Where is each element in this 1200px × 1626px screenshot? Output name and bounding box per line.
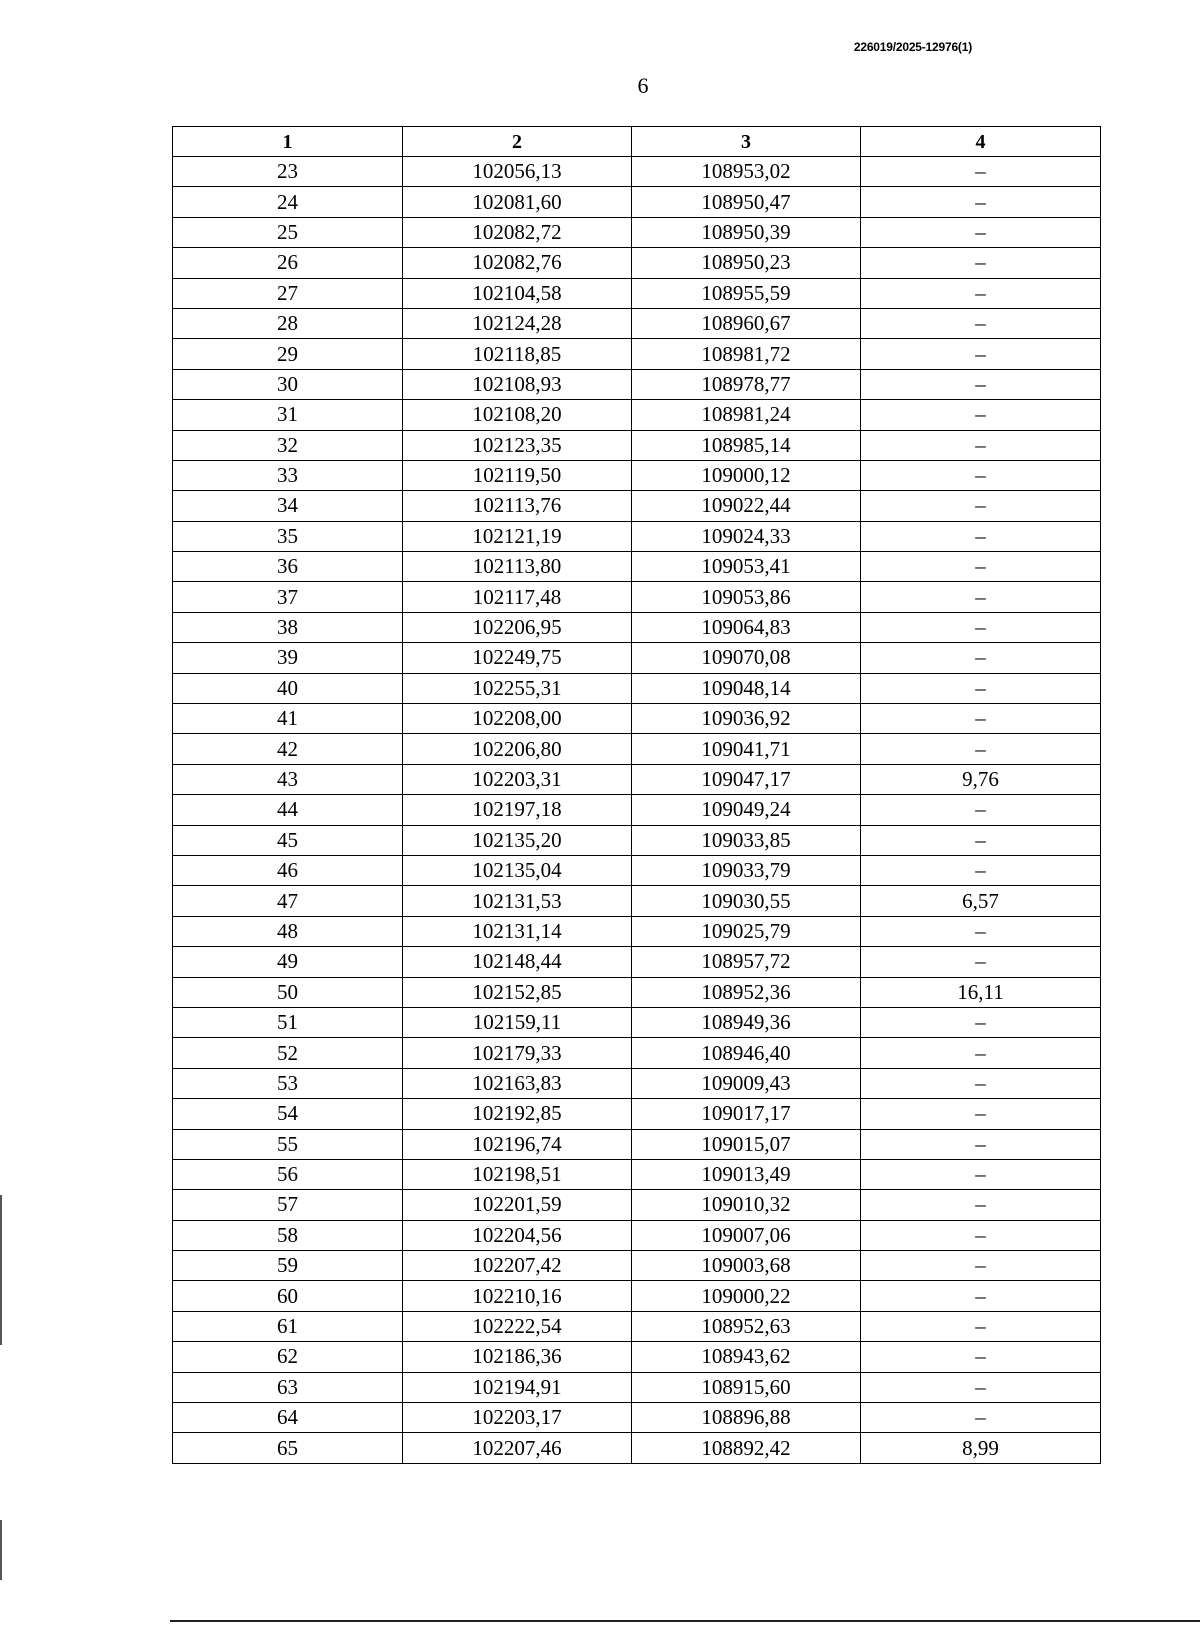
table-cell: 108978,77 xyxy=(632,369,861,399)
table-cell: 102163,83 xyxy=(403,1068,632,1098)
table-cell: 102222,54 xyxy=(403,1311,632,1341)
table-row xyxy=(173,1220,1101,1250)
table-row xyxy=(173,400,1101,430)
table-cell: 102131,53 xyxy=(403,886,632,916)
table-cell: – xyxy=(861,278,1101,308)
table-row xyxy=(173,187,1101,217)
table-cell: 108950,39 xyxy=(632,217,861,247)
table-cell: 46 xyxy=(173,855,403,885)
table-row xyxy=(173,977,1101,1007)
table-cell: 65 xyxy=(173,1433,403,1463)
table-cell: 102198,51 xyxy=(403,1159,632,1189)
table-cell: 102135,20 xyxy=(403,825,632,855)
table-cell: 40 xyxy=(173,673,403,703)
table-cell: – xyxy=(861,1403,1101,1433)
table-cell: – xyxy=(861,1220,1101,1250)
table-cell: 109022,44 xyxy=(632,491,861,521)
table-cell: 109007,06 xyxy=(632,1220,861,1250)
table-cell: 34 xyxy=(173,491,403,521)
scan-edge-mark xyxy=(0,1195,2,1345)
table-cell: 102207,46 xyxy=(403,1433,632,1463)
table-cell: 109049,24 xyxy=(632,795,861,825)
table-cell: 108952,36 xyxy=(632,977,861,1007)
column-header: 2 xyxy=(403,127,632,157)
table-cell: 9,76 xyxy=(861,764,1101,794)
table-cell: 23 xyxy=(173,157,403,187)
table-cell: 102082,72 xyxy=(403,217,632,247)
table-cell: 102148,44 xyxy=(403,947,632,977)
scan-edge-mark xyxy=(0,1520,2,1580)
table-cell: 102113,76 xyxy=(403,491,632,521)
table-cell: – xyxy=(861,1159,1101,1189)
table-cell: 109033,79 xyxy=(632,855,861,885)
table-cell: 108955,59 xyxy=(632,278,861,308)
table-cell: 109024,33 xyxy=(632,521,861,551)
table-cell: 109017,17 xyxy=(632,1099,861,1129)
header-row xyxy=(173,127,1101,157)
table-cell: – xyxy=(861,612,1101,642)
table-cell: 108981,24 xyxy=(632,400,861,430)
table-row xyxy=(173,248,1101,278)
table-cell: 102179,33 xyxy=(403,1038,632,1068)
table-cell: 108952,63 xyxy=(632,1311,861,1341)
table-cell: 108949,36 xyxy=(632,1007,861,1037)
table-cell: 102104,58 xyxy=(403,278,632,308)
table-cell: 102117,48 xyxy=(403,582,632,612)
table-cell: – xyxy=(861,795,1101,825)
table-cell: – xyxy=(861,369,1101,399)
table-cell: 59 xyxy=(173,1251,403,1281)
table-cell: 56 xyxy=(173,1159,403,1189)
table-row xyxy=(173,795,1101,825)
table-cell: 102197,18 xyxy=(403,795,632,825)
table-cell: 8,99 xyxy=(861,1433,1101,1463)
table-cell: 39 xyxy=(173,643,403,673)
table-cell: 54 xyxy=(173,1099,403,1129)
table-cell: 38 xyxy=(173,612,403,642)
table-cell: – xyxy=(861,491,1101,521)
table-cell: – xyxy=(861,1342,1101,1372)
table-row xyxy=(173,1099,1101,1129)
column-header: 1 xyxy=(173,127,403,157)
table-row xyxy=(173,734,1101,764)
table-cell: 50 xyxy=(173,977,403,1007)
table-cell: 109036,92 xyxy=(632,704,861,734)
table-row xyxy=(173,1311,1101,1341)
table-row xyxy=(173,1038,1101,1068)
table-cell: 109053,41 xyxy=(632,552,861,582)
table-cell: 102204,56 xyxy=(403,1220,632,1250)
table-row xyxy=(173,1342,1101,1372)
table-cell: 30 xyxy=(173,369,403,399)
table-cell: – xyxy=(861,673,1101,703)
table-cell: 63 xyxy=(173,1372,403,1402)
table-cell: 108981,72 xyxy=(632,339,861,369)
table-cell: 29 xyxy=(173,339,403,369)
column-header: 4 xyxy=(861,127,1101,157)
table-cell: 28 xyxy=(173,308,403,338)
table-row xyxy=(173,521,1101,551)
table-cell: – xyxy=(861,460,1101,490)
table-cell: – xyxy=(861,217,1101,247)
table-cell: 55 xyxy=(173,1129,403,1159)
scan-bottom-edge xyxy=(170,1620,1200,1622)
table-row xyxy=(173,278,1101,308)
table-cell: – xyxy=(861,916,1101,946)
table-row xyxy=(173,1190,1101,1220)
table-cell: 109000,22 xyxy=(632,1281,861,1311)
table-cell: 49 xyxy=(173,947,403,977)
table-cell: 102082,76 xyxy=(403,248,632,278)
table-cell: – xyxy=(861,521,1101,551)
table-row xyxy=(173,704,1101,734)
table-cell: 102194,91 xyxy=(403,1372,632,1402)
table-row xyxy=(173,582,1101,612)
table-row xyxy=(173,1007,1101,1037)
table-body xyxy=(173,157,1101,1464)
table-row xyxy=(173,1129,1101,1159)
table-row xyxy=(173,1433,1101,1463)
table-cell: – xyxy=(861,1281,1101,1311)
table-row xyxy=(173,1251,1101,1281)
table-row xyxy=(173,369,1101,399)
table-cell: 47 xyxy=(173,886,403,916)
table-cell: 109033,85 xyxy=(632,825,861,855)
table-cell: 16,11 xyxy=(861,977,1101,1007)
table-cell: 102081,60 xyxy=(403,187,632,217)
table-cell: 108950,23 xyxy=(632,248,861,278)
table-cell: 60 xyxy=(173,1281,403,1311)
table-cell: 33 xyxy=(173,460,403,490)
table-row xyxy=(173,947,1101,977)
document-id: 226019/2025-12976(1) xyxy=(853,40,972,54)
table-cell: – xyxy=(861,1251,1101,1281)
page-number: 6 xyxy=(637,73,649,98)
table-cell: 109047,17 xyxy=(632,764,861,794)
table-row xyxy=(173,460,1101,490)
table-cell: 108896,88 xyxy=(632,1403,861,1433)
table-cell: – xyxy=(861,552,1101,582)
table-row xyxy=(173,612,1101,642)
table-cell: 108915,60 xyxy=(632,1372,861,1402)
table-cell: 44 xyxy=(173,795,403,825)
coordinates-table xyxy=(172,126,1101,1464)
table-cell: 48 xyxy=(173,916,403,946)
table-cell: 24 xyxy=(173,187,403,217)
table-cell: 102108,93 xyxy=(403,369,632,399)
table-cell: 26 xyxy=(173,248,403,278)
table-row xyxy=(173,855,1101,885)
table-cell: – xyxy=(861,1038,1101,1068)
table-cell: – xyxy=(861,1007,1101,1037)
table-cell: 41 xyxy=(173,704,403,734)
table-cell: 35 xyxy=(173,521,403,551)
table-row xyxy=(173,916,1101,946)
table-cell: 102203,31 xyxy=(403,764,632,794)
table-header xyxy=(173,127,1101,157)
table-cell: 109070,08 xyxy=(632,643,861,673)
table-row xyxy=(173,825,1101,855)
table-cell: 102196,74 xyxy=(403,1129,632,1159)
table-cell: – xyxy=(861,400,1101,430)
table-cell: 61 xyxy=(173,1311,403,1341)
table-cell: 108946,40 xyxy=(632,1038,861,1068)
table-row xyxy=(173,764,1101,794)
table-cell: 108985,14 xyxy=(632,430,861,460)
table-cell: 108950,47 xyxy=(632,187,861,217)
table-row xyxy=(173,643,1101,673)
table-cell: 102206,80 xyxy=(403,734,632,764)
table-row xyxy=(173,1159,1101,1189)
table-cell: 27 xyxy=(173,278,403,308)
table-cell: 102123,35 xyxy=(403,430,632,460)
table-cell: 102255,31 xyxy=(403,673,632,703)
table-cell: 102186,36 xyxy=(403,1342,632,1372)
table-cell: – xyxy=(861,157,1101,187)
table-row xyxy=(173,1372,1101,1402)
table-cell: 6,57 xyxy=(861,886,1101,916)
table-cell: 109048,14 xyxy=(632,673,861,703)
table-cell: – xyxy=(861,1129,1101,1159)
table-cell: 109053,86 xyxy=(632,582,861,612)
table-cell: 37 xyxy=(173,582,403,612)
table-cell: – xyxy=(861,947,1101,977)
table-cell: 109000,12 xyxy=(632,460,861,490)
table-cell: 109030,55 xyxy=(632,886,861,916)
table-row xyxy=(173,430,1101,460)
table-cell: 109013,49 xyxy=(632,1159,861,1189)
table-cell: 108892,42 xyxy=(632,1433,861,1463)
table-cell: 51 xyxy=(173,1007,403,1037)
table-cell: 43 xyxy=(173,764,403,794)
table-cell: 102108,20 xyxy=(403,400,632,430)
table-cell: – xyxy=(861,187,1101,217)
table-cell: – xyxy=(861,855,1101,885)
table-cell: 108943,62 xyxy=(632,1342,861,1372)
table-cell: – xyxy=(861,248,1101,278)
table-cell: 102201,59 xyxy=(403,1190,632,1220)
table-cell: 42 xyxy=(173,734,403,764)
table-row xyxy=(173,673,1101,703)
table-row xyxy=(173,1281,1101,1311)
table-cell: – xyxy=(861,825,1101,855)
table-row xyxy=(173,217,1101,247)
table-cell: 32 xyxy=(173,430,403,460)
table-cell: – xyxy=(861,308,1101,338)
table-cell: 102056,13 xyxy=(403,157,632,187)
table-cell: – xyxy=(861,582,1101,612)
table-cell: 64 xyxy=(173,1403,403,1433)
table-cell: – xyxy=(861,1099,1101,1129)
table-cell: 62 xyxy=(173,1342,403,1372)
table-cell: 108953,02 xyxy=(632,157,861,187)
table-cell: 109003,68 xyxy=(632,1251,861,1281)
table-cell: 36 xyxy=(173,552,403,582)
table-cell: 108960,67 xyxy=(632,308,861,338)
table-cell: 109041,71 xyxy=(632,734,861,764)
table-cell: 53 xyxy=(173,1068,403,1098)
table-cell: 102152,85 xyxy=(403,977,632,1007)
table-row xyxy=(173,1403,1101,1433)
table-row xyxy=(173,308,1101,338)
table-cell: 109064,83 xyxy=(632,612,861,642)
table-cell: 31 xyxy=(173,400,403,430)
table-cell: 109025,79 xyxy=(632,916,861,946)
table-cell: 102208,00 xyxy=(403,704,632,734)
table-cell: 109010,32 xyxy=(632,1190,861,1220)
table-cell: 102124,28 xyxy=(403,308,632,338)
table-cell: – xyxy=(861,704,1101,734)
table-cell: – xyxy=(861,430,1101,460)
table-cell: – xyxy=(861,734,1101,764)
table-cell: 102113,80 xyxy=(403,552,632,582)
table-row xyxy=(173,157,1101,187)
table-cell: 102121,19 xyxy=(403,521,632,551)
table-cell: 102249,75 xyxy=(403,643,632,673)
table-cell: 109009,43 xyxy=(632,1068,861,1098)
table-row xyxy=(173,1068,1101,1098)
table-cell: 102206,95 xyxy=(403,612,632,642)
column-header: 3 xyxy=(632,127,861,157)
table-cell: 102119,50 xyxy=(403,460,632,490)
table-cell: 57 xyxy=(173,1190,403,1220)
table-cell: 108957,72 xyxy=(632,947,861,977)
table-cell: 102203,17 xyxy=(403,1403,632,1433)
table-cell: – xyxy=(861,1372,1101,1402)
table-row xyxy=(173,491,1101,521)
table-row xyxy=(173,339,1101,369)
table-cell: – xyxy=(861,1190,1101,1220)
table-cell: 102135,04 xyxy=(403,855,632,885)
table-cell: – xyxy=(861,1068,1101,1098)
table-cell: 52 xyxy=(173,1038,403,1068)
table-row xyxy=(173,886,1101,916)
table-cell: 25 xyxy=(173,217,403,247)
table-cell: 102192,85 xyxy=(403,1099,632,1129)
table-cell: 102118,85 xyxy=(403,339,632,369)
table-cell: – xyxy=(861,339,1101,369)
table-cell: 102207,42 xyxy=(403,1251,632,1281)
table-cell: – xyxy=(861,643,1101,673)
table-cell: 58 xyxy=(173,1220,403,1250)
table-cell: – xyxy=(861,1311,1101,1341)
table-cell: 102210,16 xyxy=(403,1281,632,1311)
table-cell: 45 xyxy=(173,825,403,855)
table-cell: 109015,07 xyxy=(632,1129,861,1159)
table-cell: 102159,11 xyxy=(403,1007,632,1037)
table-row xyxy=(173,552,1101,582)
table-cell: 102131,14 xyxy=(403,916,632,946)
